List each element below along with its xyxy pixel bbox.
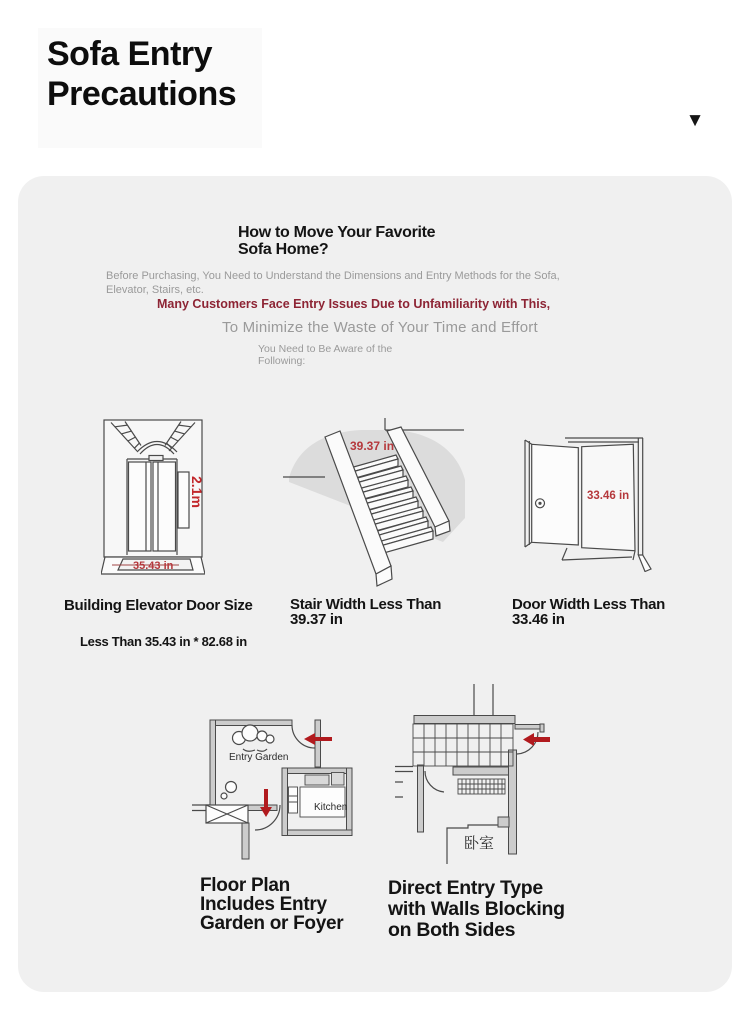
page-title: Sofa Entry Precautions bbox=[47, 35, 237, 113]
elevator-subcaption: Less Than 35.43 in * 82.68 in bbox=[80, 634, 247, 649]
entry-garden-label: Entry Garden bbox=[229, 752, 289, 763]
triangle-down-icon: ▼ bbox=[685, 110, 705, 131]
elevator-caption: Building Elevator Door Size bbox=[64, 597, 253, 614]
elevator-height-label: 2.1m bbox=[189, 476, 205, 508]
stairs-illustration bbox=[283, 416, 483, 588]
door-width-label: 33.46 in bbox=[587, 490, 630, 502]
intro-subheading: To Minimize the Waste of Your Time and Effort bbox=[222, 319, 538, 336]
door-leaf bbox=[525, 440, 578, 547]
intro-warning: Many Customers Face Entry Issues Due to Unfamiliarity with This, bbox=[157, 297, 551, 311]
floor-plan-direct-entry bbox=[395, 682, 560, 867]
intro-note: You Need to Be Aware of the Following: bbox=[258, 343, 393, 367]
kitchen-label: Kitchen bbox=[314, 802, 348, 813]
intro-body: Before Purchasing, You Need to Understand the Dimensions and Entry Methods for the Sofa, Elevator, Stairs, etc. bbox=[106, 270, 560, 296]
floor-plan1-caption: Floor Plan Includes Entry Garden or Foyer bbox=[200, 875, 344, 934]
door-caption: Door Width Less Than 33.46 in bbox=[512, 596, 666, 628]
bedroom-label: 卧室 bbox=[464, 835, 495, 852]
entry-arrow-down-icon bbox=[260, 789, 272, 817]
direct-entry-arrow-icon bbox=[523, 733, 550, 746]
stairs-width-label: 39.37 in bbox=[350, 439, 395, 453]
elevator-width-label: 35.43 in bbox=[133, 560, 174, 572]
floor-plan2-caption: Direct Entry Type with Walls Blocking on Both Sides bbox=[388, 877, 565, 941]
door-illustration bbox=[513, 426, 655, 572]
intro-heading: How to Move Your Favorite Sofa Home? bbox=[238, 224, 436, 258]
elevator-illustration bbox=[101, 416, 205, 578]
stairs-caption: Stair Width Less Than 39.37 in bbox=[290, 596, 442, 628]
floor-plan-entry-garden bbox=[183, 690, 379, 870]
collapse-button[interactable] bbox=[682, 108, 708, 134]
